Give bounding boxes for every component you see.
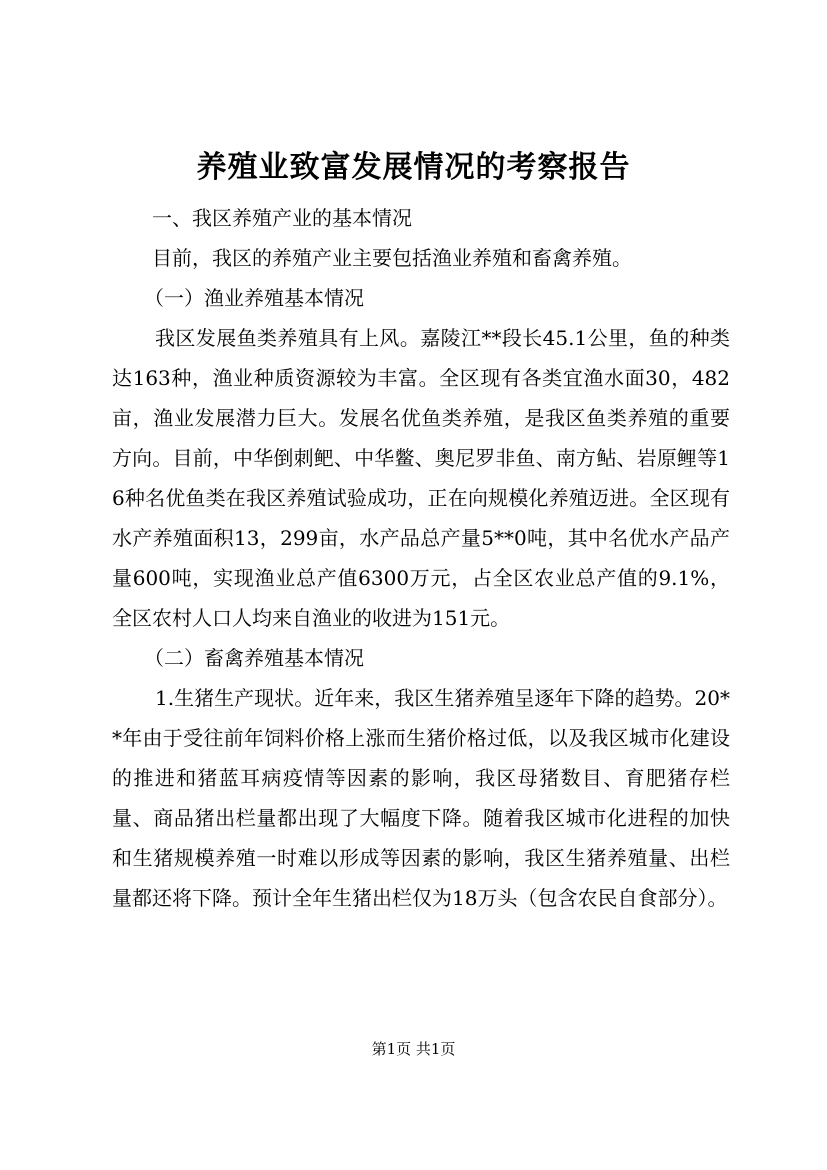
subsection-heading-fishery: （一）渔业养殖基本情况 [144, 286, 364, 310]
document-body [112, 198, 730, 918]
fishery-paragraph: 我区发展鱼类养殖具有上风。嘉陵江**段长45.1公里，鱼的种类达163种，渔业种质资源较为丰富。全区现有各类宜渔水面30，482亩，渔业发展潜力巨大。发展名优鱼类养殖，是我区鱼类养殖的重要方向。目前，中华倒刺鲃、中华鳖、奥尼罗非鱼、南方鲇、岩原鲤等16种名优鱼类在我区养殖试验成功，正在向规模化养殖迈进。全区现有水产养殖面积13，299亩，水产品总产量5**0吨，其中名优水产品产量600吨，实现渔业总产值6300万元，占全区农业总产值的9.1%，全区农村人口人均来自渔业的收进为151元。 [112, 326, 730, 630]
subsection-heading-livestock: （二）畜禽养殖基本情况 [144, 646, 364, 670]
pig-production-paragraph: 1.生猪生产现状。近年来，我区生猪养殖呈逐年下降的趋势。20**年由于受往前年饲料价格上涨而生猪价格过低，以及我区城市化建设的推进和猪蓝耳病疫情等因素的影响，我区母猪数目、育肥猪存栏量、商品猪出栏量都出现了大幅度下降。随着我区城市化进程的加快和生猪规模养殖一时难以形成等因素的影响，我区生猪养殖量、出栏量都还将下降。预计全年生猪出栏仅为18万头（包含农民自食部分）。 [112, 686, 730, 910]
section-heading-1: 一、我区养殖产业的基本情况 [152, 206, 412, 230]
intro-paragraph: 目前，我区的养殖产业主要包括渔业养殖和畜禽养殖。 [152, 246, 632, 270]
page-number: 第1页 共1页 [371, 1040, 456, 1058]
document-title: 养殖业致富发展情况的考察报告 [196, 150, 631, 185]
